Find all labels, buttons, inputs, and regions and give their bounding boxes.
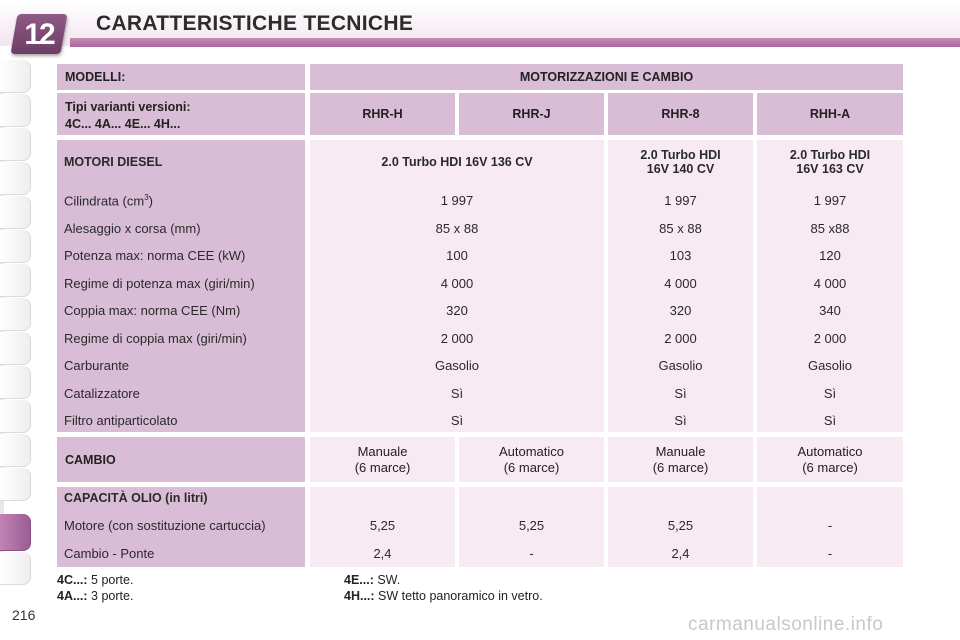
motore-label: Motore (con sostituzione cartuccia) <box>64 518 266 533</box>
spec-label: Alesaggio x corsa (mm) <box>64 221 201 236</box>
chapter-tab[interactable] <box>0 434 31 467</box>
footnote-text: SW. <box>373 573 401 587</box>
footnote-text: SW tetto panoramico in vetro. <box>374 589 543 603</box>
engine-163-line-1: 2.0 Turbo HDI <box>789 148 871 162</box>
cilindrata-close: ) <box>148 193 153 209</box>
footnote-key: 4C...: <box>57 573 88 587</box>
spec-value: Sì <box>674 386 687 401</box>
footnote-4a <box>57 589 133 603</box>
engine-163-line-2: 16V 163 CV <box>796 162 864 176</box>
spec-value: Sì <box>674 413 687 428</box>
cilindrata-value-163: 1 997 <box>813 193 847 208</box>
tipi-line-1: Tipi varianti versioni: <box>65 100 191 114</box>
motore-value: - <box>827 518 833 533</box>
chapter-tab[interactable] <box>0 230 31 263</box>
spec-value: 85 x88 <box>810 221 850 236</box>
page-title: CARATTERISTICHE TECNICHE <box>96 12 414 35</box>
cambio-cell <box>459 437 604 482</box>
chapter-tab[interactable] <box>0 400 31 433</box>
motore-value: 5,25 <box>369 518 396 533</box>
chapter-tab[interactable] <box>0 552 31 585</box>
footnote-key: 4E...: <box>344 573 374 587</box>
spec-label: Carburante <box>64 358 130 373</box>
chapter-tab[interactable] <box>0 366 31 399</box>
spec-label: Filtro antiparticolato <box>64 413 178 428</box>
footnote-text: 5 porte. <box>87 573 134 587</box>
footnote-4e <box>344 573 400 587</box>
spec-value: 85 x 88 <box>435 221 479 236</box>
footnote-key: 4A...: <box>57 589 88 603</box>
cambio-gears: (6 marce) <box>802 459 858 475</box>
cilindrata-value-136: 1 997 <box>440 193 474 208</box>
ponte-value: - <box>827 546 833 561</box>
cambio-label: CAMBIO <box>57 437 305 482</box>
ponte-value: 2,4 <box>373 546 392 561</box>
chapter-tab[interactable] <box>0 94 31 127</box>
spec-value: 4 000 <box>813 276 847 291</box>
variant-rhr-h: RHR-H <box>310 93 455 135</box>
cilindrata-value-140: 1 997 <box>664 193 697 208</box>
chapter-tab[interactable] <box>0 264 31 297</box>
spec-value: Sì <box>823 413 837 428</box>
spec-value: Sì <box>450 413 464 428</box>
motori-diesel-label: MOTORI DIESEL <box>64 155 163 169</box>
tipi-varianti-label <box>57 93 305 135</box>
chapter-tabs <box>0 60 32 580</box>
cambio-type: Manuale <box>357 443 408 459</box>
spec-label: Potenza max: norma CEE (kW) <box>64 248 246 263</box>
spec-value: 320 <box>446 303 468 318</box>
chapter-tab[interactable] <box>0 468 31 501</box>
cilindrata-sup: 3 <box>144 193 149 202</box>
engine-136-title: 2.0 Turbo HDI 16V 136 CV <box>381 155 533 169</box>
chapter-tab[interactable] <box>0 332 31 365</box>
spec-value: Sì <box>823 386 837 401</box>
engine-140-line-2: 16V 140 CV <box>646 162 715 176</box>
header-band <box>70 38 960 47</box>
motorizzazioni-header: MOTORIZZAZIONI E CAMBIO <box>310 64 903 90</box>
models-header: MODELLI: <box>57 64 305 90</box>
spec-label: Regime di coppia max (giri/min) <box>64 331 247 346</box>
variant-rhr-j: RHR-J <box>459 93 604 135</box>
cambio-cell <box>608 437 753 482</box>
spec-value: Gasolio <box>434 358 480 373</box>
spec-value: 320 <box>669 303 692 318</box>
chapter-tab-active[interactable] <box>0 514 31 551</box>
cambio-cell <box>310 437 455 482</box>
cambio-gears: (6 marce) <box>354 459 411 475</box>
spec-value: 4 000 <box>664 276 697 291</box>
motore-value: 5,25 <box>667 518 694 533</box>
cambio-cell <box>757 437 903 482</box>
tipi-line-2: 4C... 4A... 4E... 4H... <box>65 117 181 131</box>
cilindrata-text: Cilindrata (cm <box>64 193 145 209</box>
watermark: carmanualsonline.info <box>688 614 884 635</box>
variant-rhh-a: RHH-A <box>757 93 903 135</box>
spec-value: 85 x 88 <box>659 221 702 236</box>
chapter-tab[interactable] <box>0 196 31 229</box>
engine-163-title <box>757 148 903 176</box>
chapter-number: 12 <box>24 18 54 51</box>
spec-value: 103 <box>669 248 692 263</box>
cambio-type: Manuale <box>655 443 706 459</box>
cambio-type: Automatico <box>498 443 565 459</box>
spec-value: 340 <box>819 303 841 318</box>
engine-140-title <box>608 148 753 176</box>
engine-140-line-1: 2.0 Turbo HDI <box>640 148 721 162</box>
olio-label: CAPACITÀ OLIO (in litri) <box>64 491 208 505</box>
page-number: 216 <box>12 607 36 623</box>
cambio-gears: (6 marce) <box>652 459 709 475</box>
spec-label: Regime di potenza max (giri/min) <box>64 276 255 291</box>
ponte-value: - <box>529 546 534 561</box>
variant-rhr-8: RHR-8 <box>608 93 753 135</box>
footnote-4h <box>344 589 543 603</box>
ponte-value: 2,4 <box>671 546 690 561</box>
footnote-text: 3 porte. <box>87 589 134 603</box>
chapter-tab[interactable] <box>0 128 31 161</box>
spec-value: Gasolio <box>658 358 703 373</box>
spec-label: Coppia max: norma CEE (Nm) <box>64 303 241 318</box>
spec-value: Gasolio <box>807 358 853 373</box>
chapter-tab[interactable] <box>0 60 31 93</box>
cilindrata-label <box>64 193 153 208</box>
ponte-label: Cambio - Ponte <box>64 546 155 561</box>
spec-value: 2 000 <box>813 331 847 346</box>
spec-value: 100 <box>446 248 468 263</box>
spec-value: 120 <box>819 248 841 263</box>
chapter-tab[interactable] <box>0 162 31 195</box>
footnote-key: 4H...: <box>344 589 375 603</box>
spec-value: 4 000 <box>440 276 474 291</box>
cambio-gears: (6 marce) <box>503 459 560 475</box>
footnote-4c <box>57 573 133 587</box>
spec-value: 2 000 <box>664 331 697 346</box>
spec-label: Catalizzatore <box>64 386 140 401</box>
chapter-tab[interactable] <box>0 298 31 331</box>
motore-value: 5,25 <box>518 518 545 533</box>
cambio-type: Automatico <box>797 443 863 459</box>
spec-value: Sì <box>450 386 464 401</box>
spec-value: 2 000 <box>440 331 474 346</box>
